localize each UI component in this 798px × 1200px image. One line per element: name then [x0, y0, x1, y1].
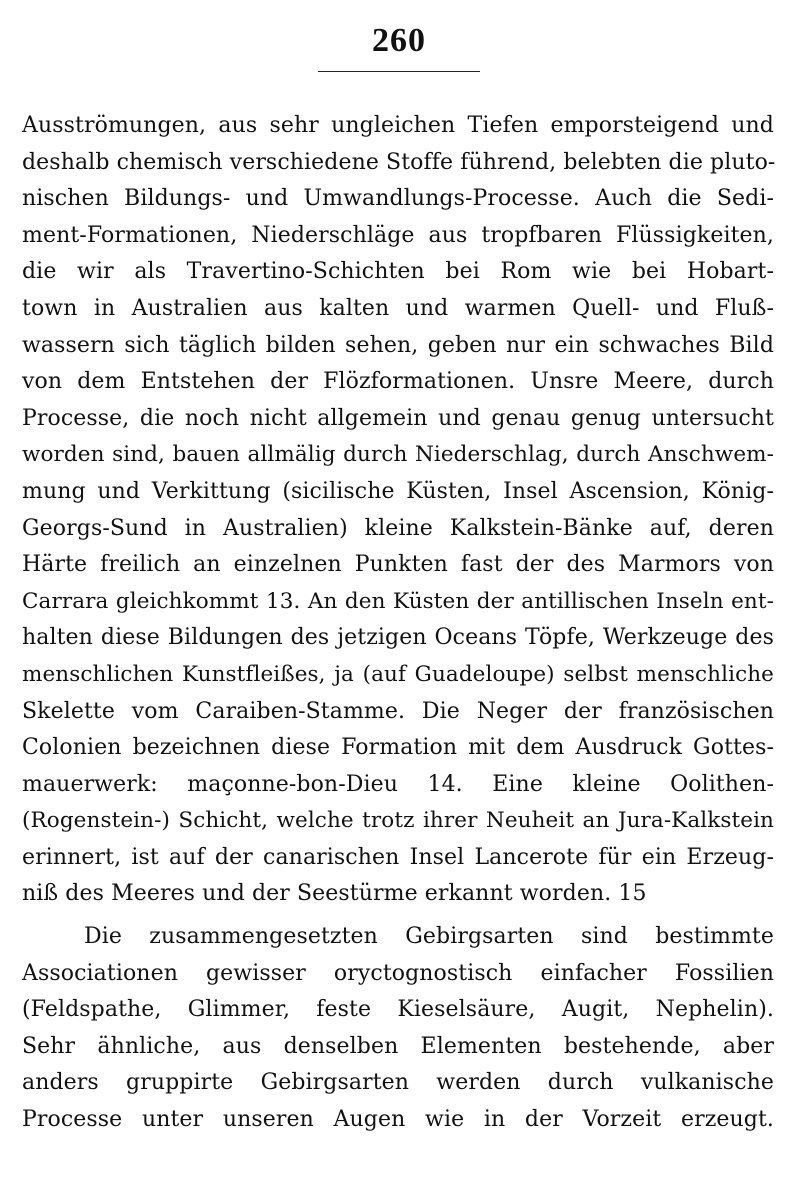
text-line: Carrara gleichkommt 13. An den Küsten der antillischen Inseln ent- [22, 588, 774, 614]
text-line: worden sind, bauen allmälig durch Niederschlag, durch Anschwem- [22, 442, 774, 468]
text-line: Sehr ähnliche, aus denselben Elementen bestehende, aber [22, 1033, 774, 1059]
text-line: mung und Verkittung (sicilische Küsten, Insel Ascension, König- [22, 478, 774, 504]
text-line: (Feldspathe, Glimmer, feste Kieselsäure, Augit, Nephelin). [22, 997, 774, 1023]
text-line: Skelette vom Caraiben-Stamme. Die Neger der französischen [22, 698, 774, 724]
text-line: (Rogenstein-) Schicht, welche trotz ihrer Neuheit an Jura-Kalkstein [22, 808, 774, 834]
page-number: 260 [372, 22, 426, 59]
text-line: ment-Formationen, Niederschläge aus tropfbaren Flüssigkeiten, [22, 222, 774, 248]
text-line: halten diese Bildungen des jetzigen Oceans Töpfe, Werkzeuge des [22, 625, 774, 651]
text-line: Die zusammengesetzten Gebirgsarten sind bestimmte [84, 924, 774, 950]
text-line: Processe unter unseren Augen wie in der Vorzeit erzeugt. [22, 1107, 774, 1133]
text-line: mauerwerk: maçonne-bon-Dieu 14. Eine kleine Oolithen- [22, 771, 774, 797]
text-line: wassern sich täglich bilden sehen, geben nur ein schwaches Bild [22, 332, 774, 358]
paragraph-1 [22, 108, 774, 913]
text-line: Ausströmungen, aus sehr ungleichen Tiefen emporsteigend und [22, 113, 774, 138]
text-line: menschlichen Kunstfleißes, ja (auf Guadeloupe) selbst menschliche [22, 661, 774, 687]
text-line: Härte freilich an einzelnen Punkten fast der des Marmors von [22, 552, 774, 578]
text-line: von dem Entstehen der Flözformationen. Unsre Meere, durch [22, 369, 774, 395]
text-line: town in Australien aus kalten und warmen Quell- und Fluß- [22, 295, 774, 321]
text-line: erinnert, ist auf der canarischen Insel Lancerote für ein Erzeug- [22, 844, 774, 870]
body-text [22, 108, 774, 1139]
header-rule [318, 71, 480, 72]
text-line: Georgs-Sund in Australien) kleine Kalkstein-Bänke auf, deren [22, 515, 774, 541]
text-line: nischen Bildungs- und Umwandlungs-Processe. Auch die Sedi- [22, 186, 774, 212]
text-line: deshalb chemisch verschiedene Stoffe führend, belebten die pluto- [22, 149, 776, 175]
text-line: niß des Meeres und der Seestürme erkannt worden. 15 [22, 881, 647, 907]
text-line: die wir als Travertino-Schichten bei Rom wie bei Hobart- [22, 259, 774, 285]
paragraph-2 [22, 919, 774, 1139]
text-line: Processe, die noch nicht allgemein und genau genug untersucht [22, 405, 774, 431]
text-line: Associationen gewisser oryctognostisch einfacher Fossilien [22, 960, 774, 986]
text-line: anders gruppirte Gebirgsarten werden durch vulkanische [22, 1070, 774, 1096]
text-line: Colonien bezeichnen diese Formation mit dem Ausdruck Gottes- [22, 735, 774, 761]
